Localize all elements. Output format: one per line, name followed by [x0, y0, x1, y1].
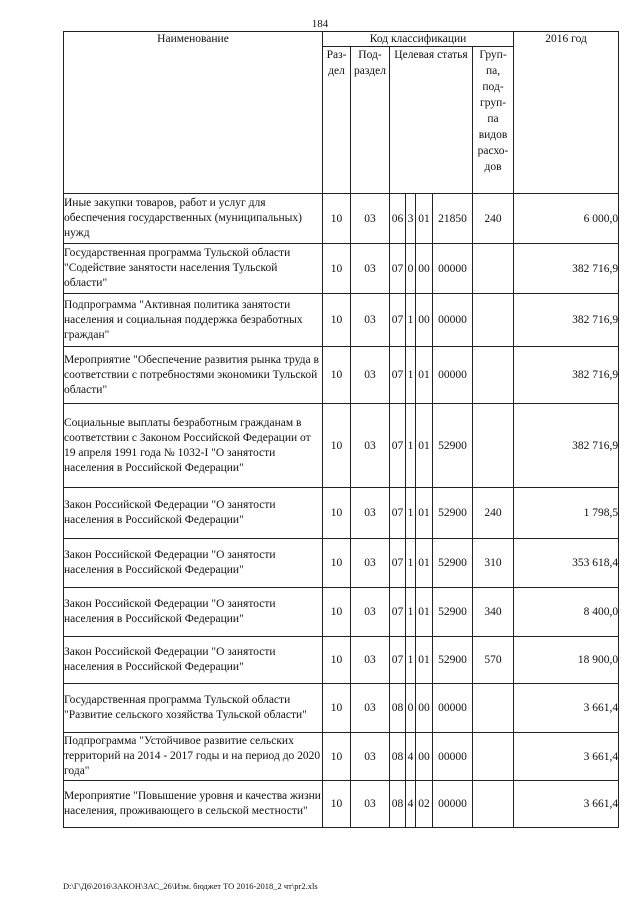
- row-target-program: 07: [390, 404, 406, 488]
- row-expense-type: [473, 733, 514, 781]
- row-razdel: 10: [323, 488, 351, 539]
- table-row: [64, 488, 619, 539]
- row-target-subprogram: 4: [406, 733, 416, 781]
- row-target-subprogram: 4: [406, 781, 416, 828]
- row-target-program: 08: [390, 733, 406, 781]
- row-target-direction: 52900: [433, 539, 473, 588]
- table-row: [64, 781, 619, 828]
- header-vid: Груп- па, под- груп- па видов расхо- дов: [473, 47, 514, 194]
- row-amount: 3 661,4: [514, 781, 619, 828]
- row-target-subprogram: 0: [406, 684, 416, 733]
- row-target-direction: 52900: [433, 588, 473, 637]
- row-name: Закон Российской Федерации "О занятости населения в Российской Федерации": [64, 539, 323, 588]
- row-name: Мероприятие "Повышение уровня и качества жизни населения, проживающего в сельской местности": [64, 781, 323, 828]
- row-target-event: 01: [416, 539, 433, 588]
- row-target-subprogram: 1: [406, 347, 416, 404]
- header-code-group: Код классификации: [323, 32, 514, 47]
- row-target-event: 01: [416, 347, 433, 404]
- row-target-subprogram: 1: [406, 294, 416, 347]
- row-razdel: 10: [323, 637, 351, 684]
- row-target-subprogram: 1: [406, 588, 416, 637]
- row-target-event: 00: [416, 684, 433, 733]
- row-podrazdel: 03: [351, 588, 390, 637]
- table-row: [64, 733, 619, 781]
- row-target-program: 07: [390, 244, 406, 294]
- row-podrazdel: 03: [351, 488, 390, 539]
- row-expense-type: [473, 684, 514, 733]
- row-razdel: 10: [323, 539, 351, 588]
- row-target-direction: 00000: [433, 684, 473, 733]
- row-name: Закон Российской Федерации "О занятости населения в Российской Федерации": [64, 637, 323, 684]
- row-target-subprogram: 1: [406, 637, 416, 684]
- row-target-event: 01: [416, 588, 433, 637]
- row-target-program: 07: [390, 588, 406, 637]
- row-expense-type: 240: [473, 194, 514, 244]
- row-razdel: 10: [323, 194, 351, 244]
- row-target-direction: 52900: [433, 404, 473, 488]
- row-target-event: 01: [416, 637, 433, 684]
- row-name: Закон Российской Федерации "О занятости населения в Российской Федерации": [64, 588, 323, 637]
- row-target-direction: 00000: [433, 244, 473, 294]
- row-podrazdel: 03: [351, 294, 390, 347]
- header-target: Целевая статья: [390, 47, 473, 194]
- row-name: Мероприятие "Обеспечение развития рынка труда в соответствии с потребностями экономики Тульской области": [64, 347, 323, 404]
- row-podrazdel: 03: [351, 194, 390, 244]
- row-amount: 382 716,9: [514, 347, 619, 404]
- row-target-direction: 52900: [433, 637, 473, 684]
- table-row: [64, 637, 619, 684]
- row-amount: 6 000,0: [514, 194, 619, 244]
- row-target-event: 02: [416, 781, 433, 828]
- row-amount: 3 661,4: [514, 684, 619, 733]
- row-podrazdel: 03: [351, 539, 390, 588]
- row-target-program: 07: [390, 539, 406, 588]
- row-podrazdel: 03: [351, 244, 390, 294]
- row-target-subprogram: 1: [406, 404, 416, 488]
- row-podrazdel: 03: [351, 637, 390, 684]
- row-razdel: 10: [323, 294, 351, 347]
- row-target-program: 07: [390, 294, 406, 347]
- table-row: [64, 588, 619, 637]
- row-razdel: 10: [323, 684, 351, 733]
- row-razdel: 10: [323, 733, 351, 781]
- row-expense-type: 340: [473, 588, 514, 637]
- row-razdel: 10: [323, 404, 351, 488]
- table-row: [64, 539, 619, 588]
- row-expense-type: [473, 294, 514, 347]
- row-expense-type: 310: [473, 539, 514, 588]
- table-body: [64, 194, 619, 828]
- row-target-program: 07: [390, 637, 406, 684]
- row-expense-type: [473, 781, 514, 828]
- row-expense-type: [473, 404, 514, 488]
- row-name: Государственная программа Тульской области "Содействие занятости населения Тульской области": [64, 244, 323, 294]
- row-amount: 353 618,4: [514, 539, 619, 588]
- row-target-direction: 52900: [433, 488, 473, 539]
- header-year: 2016 год: [514, 32, 619, 194]
- row-amount: 382 716,9: [514, 294, 619, 347]
- row-razdel: 10: [323, 244, 351, 294]
- row-target-event: 00: [416, 294, 433, 347]
- header-razdel: Раз- дел: [323, 47, 351, 194]
- header-podrazdel: Под- раздел: [351, 47, 390, 194]
- row-target-subprogram: 1: [406, 488, 416, 539]
- row-target-direction: 00000: [433, 294, 473, 347]
- row-razdel: 10: [323, 588, 351, 637]
- row-expense-type: 240: [473, 488, 514, 539]
- row-amount: 8 400,0: [514, 588, 619, 637]
- row-amount: 382 716,9: [514, 404, 619, 488]
- row-target-event: 00: [416, 244, 433, 294]
- row-amount: 3 661,4: [514, 733, 619, 781]
- page-number: 184: [311, 18, 329, 30]
- row-target-subprogram: 1: [406, 539, 416, 588]
- table-row: [64, 684, 619, 733]
- row-name: Социальные выплаты безработным гражданам в соответствии с Законом Российской Федерации от 19 апреля 1991 года № 1032-I "О занятости населения в Российской Федерации": [64, 404, 323, 488]
- row-razdel: 10: [323, 781, 351, 828]
- row-podrazdel: 03: [351, 781, 390, 828]
- table-row: [64, 294, 619, 347]
- table-row: [64, 194, 619, 244]
- row-expense-type: [473, 244, 514, 294]
- row-amount: 1 798,5: [514, 488, 619, 539]
- table-row: [64, 347, 619, 404]
- row-target-program: 08: [390, 684, 406, 733]
- row-target-program: 07: [390, 488, 406, 539]
- row-expense-type: [473, 347, 514, 404]
- row-target-program: 08: [390, 781, 406, 828]
- row-target-subprogram: 3: [406, 194, 416, 244]
- row-name: Государственная программа Тульской области "Развитие сельского хозяйства Тульской области": [64, 684, 323, 733]
- row-target-program: 06: [390, 194, 406, 244]
- row-target-direction: 00000: [433, 733, 473, 781]
- footer-file-path: D:\Г\Д6\2016\ЗАКОН\ЗАС_26\Изм. бюджет ТО 2016-2018_2 чт\pr2.xls: [63, 881, 318, 891]
- row-target-program: 07: [390, 347, 406, 404]
- row-name: Иные закупки товаров, работ и услуг для обеспечения государственных (муниципальных) нужд: [64, 194, 323, 244]
- table-row: [64, 244, 619, 294]
- row-podrazdel: 03: [351, 347, 390, 404]
- row-name: Подпрограмма "Активная политика занятости населения и социальная поддержка безработных граждан": [64, 294, 323, 347]
- row-target-direction: 00000: [433, 781, 473, 828]
- row-amount: 382 716,9: [514, 244, 619, 294]
- row-target-direction: 21850: [433, 194, 473, 244]
- row-name: Закон Российской Федерации "О занятости населения в Российской Федерации": [64, 488, 323, 539]
- row-target-subprogram: 0: [406, 244, 416, 294]
- row-podrazdel: 03: [351, 733, 390, 781]
- row-podrazdel: 03: [351, 684, 390, 733]
- budget-table: [63, 31, 619, 828]
- row-target-event: 00: [416, 733, 433, 781]
- header-name: Наименование: [64, 32, 323, 194]
- row-podrazdel: 03: [351, 404, 390, 488]
- row-name: Подпрограмма "Устойчивое развитие сельских территорий на 2014 - 2017 годы и на период до 2020 года": [64, 733, 323, 781]
- row-target-event: 01: [416, 404, 433, 488]
- table-row: [64, 404, 619, 488]
- row-razdel: 10: [323, 347, 351, 404]
- row-amount: 18 900,0: [514, 637, 619, 684]
- row-target-direction: 00000: [433, 347, 473, 404]
- row-target-event: 01: [416, 194, 433, 244]
- row-target-event: 01: [416, 488, 433, 539]
- row-expense-type: 570: [473, 637, 514, 684]
